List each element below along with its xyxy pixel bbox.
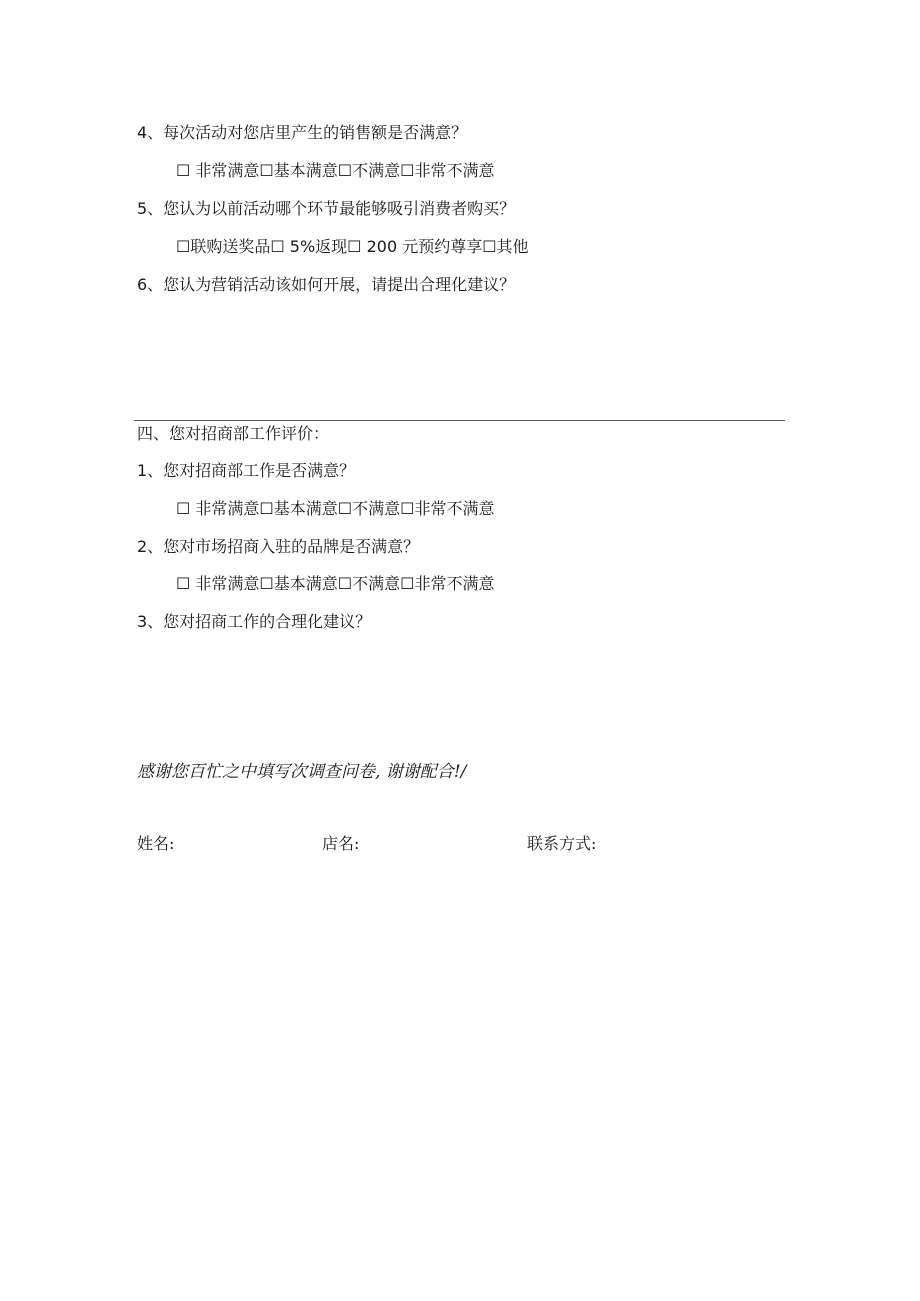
- section-4-question-1: 1、您对招商部工作是否满意？: [137, 461, 356, 480]
- section-divider: [134, 420, 785, 421]
- section-4-question-2: 2、您对市场招商入驻的品牌是否满意？: [137, 537, 420, 556]
- contact-label: 联系方式:: [527, 834, 597, 853]
- section-4-heading: 四、您对招商部工作评价：: [137, 424, 330, 443]
- question-5: 5、您认为以前活动哪个环节最能够吸引消费者购买？: [137, 199, 516, 218]
- section-4-question-1-options[interactable]: ☐ 非常满意☐基本满意☐不满意☐非常不满意: [176, 499, 495, 518]
- name-label: 姓名:: [137, 834, 175, 853]
- question-4-options[interactable]: ☐ 非常满意☐基本满意☐不满意☐非常不满意: [176, 161, 495, 180]
- question-4: 4、每次活动对您店里产生的销售额是否满意？: [137, 123, 468, 142]
- question-5-options[interactable]: ☐联购送奖品☐ 5%返现☐ 200 元预约尊享☐其他: [176, 237, 529, 256]
- shop-name-label: 店名:: [322, 834, 360, 853]
- section-4-question-2-options[interactable]: ☐ 非常满意☐基本满意☐不满意☐非常不满意: [176, 574, 495, 593]
- section-4-question-3: 3、您对招商工作的合理化建议？: [137, 612, 372, 631]
- question-6: 6、您认为营销活动该如何开展，请提出合理化建议？: [137, 275, 516, 294]
- thanks-note: 感谢您百忙之中填写次调查问卷, 谢谢配合!/: [137, 762, 467, 782]
